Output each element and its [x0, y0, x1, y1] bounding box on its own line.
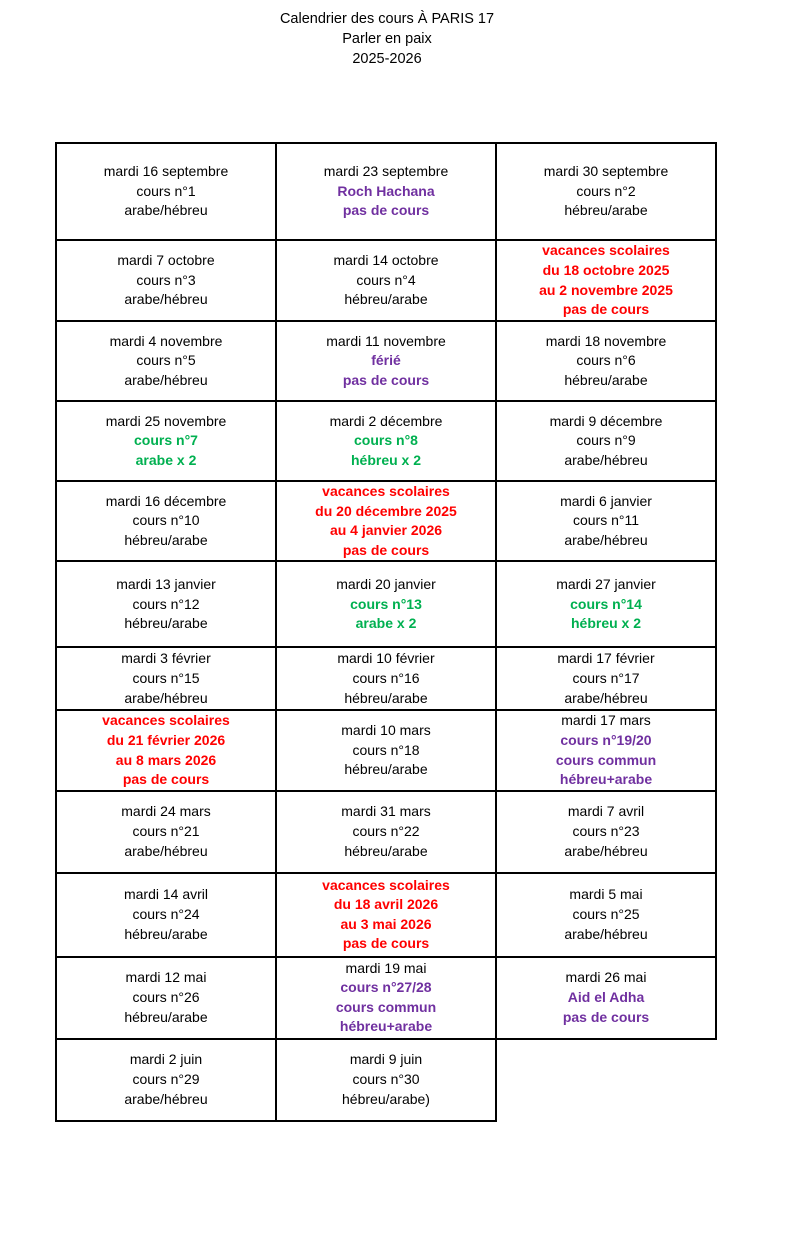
cell-line: hébreu/arabe — [344, 291, 428, 308]
cell-line: cours n°17 — [572, 670, 640, 687]
calendar-cell — [496, 647, 716, 710]
calendar-cell — [56, 481, 276, 561]
cell-line: Roch Hachana — [337, 182, 435, 199]
cell-line: mardi 13 janvier — [116, 575, 216, 592]
cell-line: mardi 23 septembre — [323, 163, 449, 180]
cell-line: au 2 novembre 2025 — [539, 281, 673, 298]
calendar-cell — [276, 1039, 496, 1121]
cell-line: arabe/hébreu — [564, 451, 648, 468]
cell-line: hébreu/arabe — [344, 761, 428, 778]
cell-line: du 20 décembre 2025 — [315, 502, 457, 519]
cell-line: hébreu x 2 — [570, 615, 642, 632]
cell-line: arabe/hébreu — [124, 371, 208, 388]
calendar-cell — [56, 1039, 276, 1121]
cell-line: arabe/hébreu — [124, 202, 208, 219]
calendar-row — [56, 791, 716, 873]
calendar-cell — [496, 710, 716, 790]
calendar-cell — [496, 481, 716, 561]
cell-line: hébreu+arabe — [559, 771, 653, 788]
cell-line: hébreu/arabe — [344, 689, 428, 706]
calendar-row — [56, 957, 716, 1039]
cell-line: pas de cours — [562, 1008, 650, 1025]
cell-line: cours n°12 — [132, 595, 200, 612]
cell-line: mardi 17 février — [557, 650, 655, 667]
cell-line: mardi 18 novembre — [545, 332, 667, 349]
cell-line: cours n°30 — [352, 1070, 420, 1087]
calendar-cell — [276, 791, 496, 873]
cell-line: mardi 27 janvier — [556, 575, 656, 592]
cell-line: mardi 6 janvier — [560, 492, 652, 509]
calendar-cell — [276, 143, 496, 240]
cell-line: du 18 octobre 2025 — [542, 261, 670, 278]
calendar-cell — [276, 401, 496, 481]
cell-line: mardi 9 décembre — [549, 412, 663, 429]
cell-line: cours n°21 — [132, 822, 200, 839]
cell-line: cours n°2 — [576, 182, 636, 199]
cell-line: hébreu/arabe — [344, 842, 428, 859]
cell-line: mardi 2 décembre — [329, 412, 443, 429]
cell-line: cours n°6 — [576, 352, 636, 369]
calendar-row — [56, 321, 716, 401]
calendar-cell — [56, 561, 276, 647]
cell-line: mardi 25 novembre — [105, 412, 227, 429]
cell-line: arabe/hébreu — [124, 689, 208, 706]
calendar-cell — [56, 647, 276, 710]
cell-line: pas de cours — [342, 541, 430, 558]
calendar-cell — [56, 873, 276, 957]
cell-line: arabe/hébreu — [564, 842, 648, 859]
cell-line: cours commun — [335, 998, 437, 1015]
cell-line: vacances scolaires — [322, 483, 450, 499]
calendar-cell — [56, 240, 276, 321]
course-calendar-table — [55, 142, 717, 1122]
cell-line: pas de cours — [562, 301, 650, 318]
cell-line: arabe/hébreu — [564, 689, 648, 706]
calendar-row — [56, 561, 716, 647]
cell-line: cours n°3 — [136, 271, 196, 288]
school-year: 2025-2026 — [352, 51, 422, 67]
cell-line: cours n°11 — [572, 512, 640, 529]
cell-line: pas de cours — [342, 202, 430, 219]
calendar-row — [56, 240, 716, 321]
cell-line: arabe/hébreu — [564, 531, 648, 548]
cell-line: pas de cours — [122, 771, 210, 788]
cell-line: Aid el Adha — [567, 988, 645, 1005]
cell-line: mardi 14 octobre — [333, 252, 439, 269]
calendar-cell — [496, 957, 716, 1039]
cell-line: du 18 avril 2026 — [333, 896, 439, 913]
cell-line: cours n°5 — [136, 352, 196, 369]
cell-line: cours n°23 — [572, 822, 640, 839]
document-header — [0, 9, 774, 69]
cell-line: cours n°7 — [134, 432, 198, 449]
cell-line: vacances scolaires — [542, 242, 670, 259]
cell-line: cours n°18 — [352, 741, 420, 758]
calendar-cell — [56, 143, 276, 240]
cell-line: au 3 mai 2026 — [340, 915, 432, 932]
calendar-cell — [276, 710, 496, 790]
cell-line: cours n°4 — [356, 271, 416, 288]
cell-line: hébreu/arabe — [124, 531, 208, 548]
calendar-row — [56, 143, 716, 240]
calendar-cell — [276, 240, 496, 321]
calendar-cell — [496, 791, 716, 873]
cell-line: arabe x 2 — [135, 451, 197, 468]
cell-line: hébreu/arabe) — [342, 1090, 430, 1107]
calendar-cell — [496, 561, 716, 647]
calendar-cell — [276, 481, 496, 561]
empty-cell — [496, 1039, 716, 1121]
cell-line: mardi 3 février — [121, 650, 211, 667]
calendar-cell — [276, 957, 496, 1039]
cell-line: pas de cours — [342, 935, 430, 952]
cell-line: cours n°10 — [132, 512, 200, 529]
cell-line: du 21 février 2026 — [106, 731, 226, 748]
cell-line: cours n°13 — [350, 595, 422, 612]
cell-line: mardi 2 juin — [129, 1051, 203, 1068]
cell-line: mardi 14 avril — [123, 886, 209, 903]
cell-line: mardi 20 janvier — [336, 575, 436, 592]
cell-line: mardi 7 avril — [567, 803, 645, 820]
cell-line: mardi 10 mars — [341, 722, 431, 739]
cell-line: cours n°22 — [352, 822, 420, 839]
cell-line: hébreu/arabe — [124, 925, 208, 942]
calendar-cell — [276, 321, 496, 401]
calendar-cell — [56, 957, 276, 1039]
cell-line: mardi 31 mars — [341, 803, 431, 820]
cell-line: mardi 5 mai — [569, 886, 643, 903]
document-title: Calendrier des cours À PARIS 17 — [279, 11, 495, 27]
cell-line: arabe/hébreu — [564, 925, 648, 942]
cell-line: mardi 16 septembre — [103, 163, 229, 180]
cell-line: hébreu+arabe — [339, 1018, 433, 1035]
cell-line: cours n°16 — [352, 670, 420, 687]
cell-line: pas de cours — [342, 371, 430, 388]
cell-line: arabe/hébreu — [124, 1090, 208, 1107]
cell-line: férié — [371, 352, 401, 369]
calendar-row — [56, 401, 716, 481]
cell-line: vacances scolaires — [102, 712, 230, 729]
cell-line: cours n°15 — [132, 670, 200, 687]
cell-line: mardi 12 mai — [125, 969, 207, 986]
cell-line: mardi 11 novembre — [326, 332, 446, 349]
cell-line: cours n°27/28 — [340, 979, 432, 996]
cell-line: cours n°24 — [132, 905, 200, 922]
cell-line: hébreu/arabe — [124, 615, 208, 632]
calendar-row — [56, 481, 716, 561]
cell-line: cours n°9 — [576, 432, 636, 449]
cell-line: mardi 30 septembre — [543, 163, 669, 180]
cell-line: mardi 24 mars — [121, 803, 211, 820]
calendar-cell — [276, 561, 496, 647]
document-subtitle: Parler en paix — [342, 31, 432, 47]
calendar-cell — [496, 401, 716, 481]
cell-line: mardi 19 mai — [345, 959, 427, 976]
cell-line: mardi 7 octobre — [117, 252, 215, 269]
calendar-cell — [496, 321, 716, 401]
calendar-cell — [496, 240, 716, 321]
calendar-cell — [496, 143, 716, 240]
calendar-row — [56, 1039, 716, 1121]
cell-line: cours commun — [555, 751, 657, 768]
cell-line: cours n°26 — [132, 988, 200, 1005]
cell-line: cours n°25 — [572, 905, 640, 922]
cell-line: au 8 mars 2026 — [115, 751, 217, 768]
cell-line: arabe/hébreu — [124, 291, 208, 308]
cell-line: cours n°1 — [136, 182, 196, 199]
cell-line: mardi 4 novembre — [109, 332, 223, 349]
cell-line: mardi 26 mai — [565, 969, 647, 986]
cell-line: mardi 9 juin — [349, 1051, 423, 1068]
calendar-cell — [56, 791, 276, 873]
calendar-cell — [276, 873, 496, 957]
cell-line: arabe/hébreu — [124, 842, 208, 859]
calendar-cell — [496, 873, 716, 957]
cell-line: cours n°8 — [354, 432, 418, 449]
cell-line: cours n°29 — [132, 1070, 200, 1087]
cell-line: hébreu x 2 — [350, 451, 422, 468]
calendar-cell — [56, 321, 276, 401]
cell-line: mardi 16 décembre — [105, 492, 227, 509]
cell-line: vacances scolaires — [322, 876, 450, 893]
calendar-row — [56, 710, 716, 790]
cell-line: cours n°19/20 — [560, 731, 652, 748]
calendar-row — [56, 647, 716, 710]
cell-line: mardi 10 février — [337, 650, 435, 667]
cell-line: arabe x 2 — [355, 615, 417, 632]
cell-line: hébreu/arabe — [564, 371, 648, 388]
calendar-cell — [56, 401, 276, 481]
calendar-cell — [276, 647, 496, 710]
cell-line: hébreu/arabe — [564, 202, 648, 219]
cell-line: au 4 janvier 2026 — [329, 522, 443, 539]
cell-line: hébreu/arabe — [124, 1008, 208, 1025]
calendar-row — [56, 873, 716, 957]
cell-line: mardi 17 mars — [561, 712, 651, 729]
cell-line: cours n°14 — [570, 595, 642, 612]
calendar-cell — [56, 710, 276, 790]
